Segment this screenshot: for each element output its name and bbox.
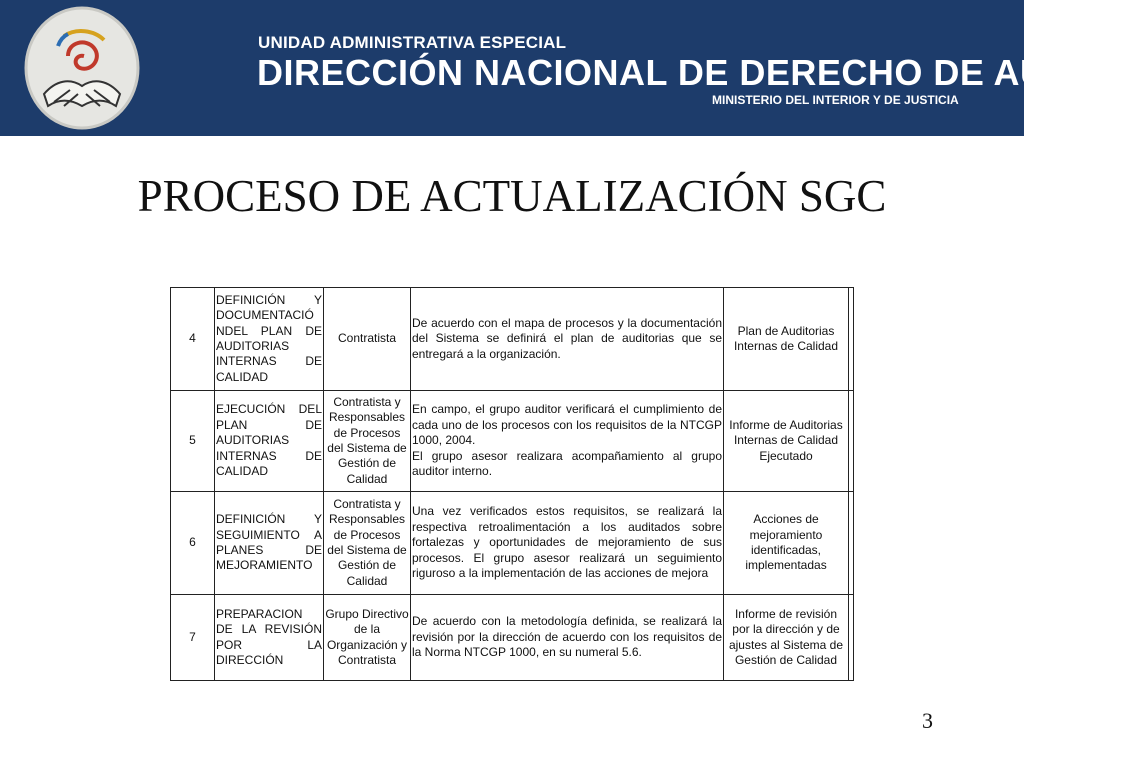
- description-cell: Una vez verificados estos requisitos, se realizará la respectiva retroalimentación a los auditados sobre fortalezas y oportunidades de mejoramiento de sus procesos. El grupo asesor realizará un seguimiento riguroso a la implementación de las acciones de mejora: [411, 492, 724, 595]
- table-edge: [849, 492, 854, 595]
- table-row: [171, 595, 854, 681]
- banner-organization-name: DIRECCIÓN NACIONAL DE DERECHO DE AUTOR: [257, 52, 1123, 93]
- process-table: [170, 287, 854, 681]
- table-edge: [849, 595, 854, 681]
- responsible-cell: Contratista y Responsables de Procesos del Sistema de Gestión de Calidad: [324, 391, 411, 492]
- page-number: 3: [922, 708, 933, 733]
- activity-cell: DEFINICIÓN Y SEGUIMIENTO A PLANES DE MEJORAMIENTO: [215, 492, 324, 595]
- banner-ministry-name: MINISTERIO DEL INTERIOR Y DE JUSTICIA: [712, 93, 959, 107]
- description-cell: [411, 391, 724, 492]
- table-row: [171, 492, 854, 595]
- table-edge: [849, 288, 854, 391]
- step-number: 5: [171, 391, 215, 492]
- result-cell: Plan de Auditorias Internas de Calidad: [724, 288, 849, 391]
- result-cell: Informe de revisión por la dirección y de ajustes al Sistema de Gestión de Calidad: [724, 595, 849, 681]
- description-cell: De acuerdo con la metodología definida, se realizará la revisión por la dirección de acuerdo con los requisitos de la Norma NTCGP 1000, en su numeral 5.6.: [411, 595, 724, 681]
- table-row: [171, 288, 854, 391]
- responsible-cell: Grupo Directivo de la Organización y Contratista: [324, 595, 411, 681]
- table-edge: [849, 391, 854, 492]
- result-cell: Informe de Auditorias Internas de Calidad Ejecutado: [724, 391, 849, 492]
- page-title: PROCESO DE ACTUALIZACIÓN SGC: [137, 171, 887, 221]
- table-row: [171, 391, 854, 492]
- activity-cell: PREPARACION DE LA REVISIÓN POR LA DIRECCIÓN: [215, 595, 324, 681]
- activity-cell: DEFINICIÓN Y DOCUMENTACIÓ NDEL PLAN DE AUDITORIAS INTERNAS DE CALIDAD: [215, 288, 324, 391]
- header-banner: [0, 0, 1123, 136]
- banner-unit-name: UNIDAD ADMINISTRATIVA ESPECIAL: [258, 33, 567, 52]
- step-number: 4: [171, 288, 215, 391]
- description-cell: De acuerdo con el mapa de procesos y la documentación del Sistema se definirá el plan de auditorias que se entregará a la organización.: [411, 288, 724, 391]
- hands-spiral-logo-icon: [24, 6, 140, 130]
- step-number: 6: [171, 492, 215, 595]
- description-line: En campo, el grupo auditor verificará el cumplimiento de cada uno de los procesos con los requisitos de la NTCGP 1000, 2004. El grupo asesor realizara acompañamiento al grupo auditor interno.: [412, 402, 722, 479]
- step-number: 7: [171, 595, 215, 681]
- activity-cell: EJECUCIÓN DEL PLAN DE AUDITORIAS INTERNAS DE CALIDAD: [215, 391, 324, 492]
- responsible-cell: Contratista: [324, 288, 411, 391]
- result-cell: Acciones de mejoramiento identificadas, implementadas: [724, 492, 849, 595]
- responsible-cell: Contratista y Responsables de Procesos del Sistema de Gestión de Calidad: [324, 492, 411, 595]
